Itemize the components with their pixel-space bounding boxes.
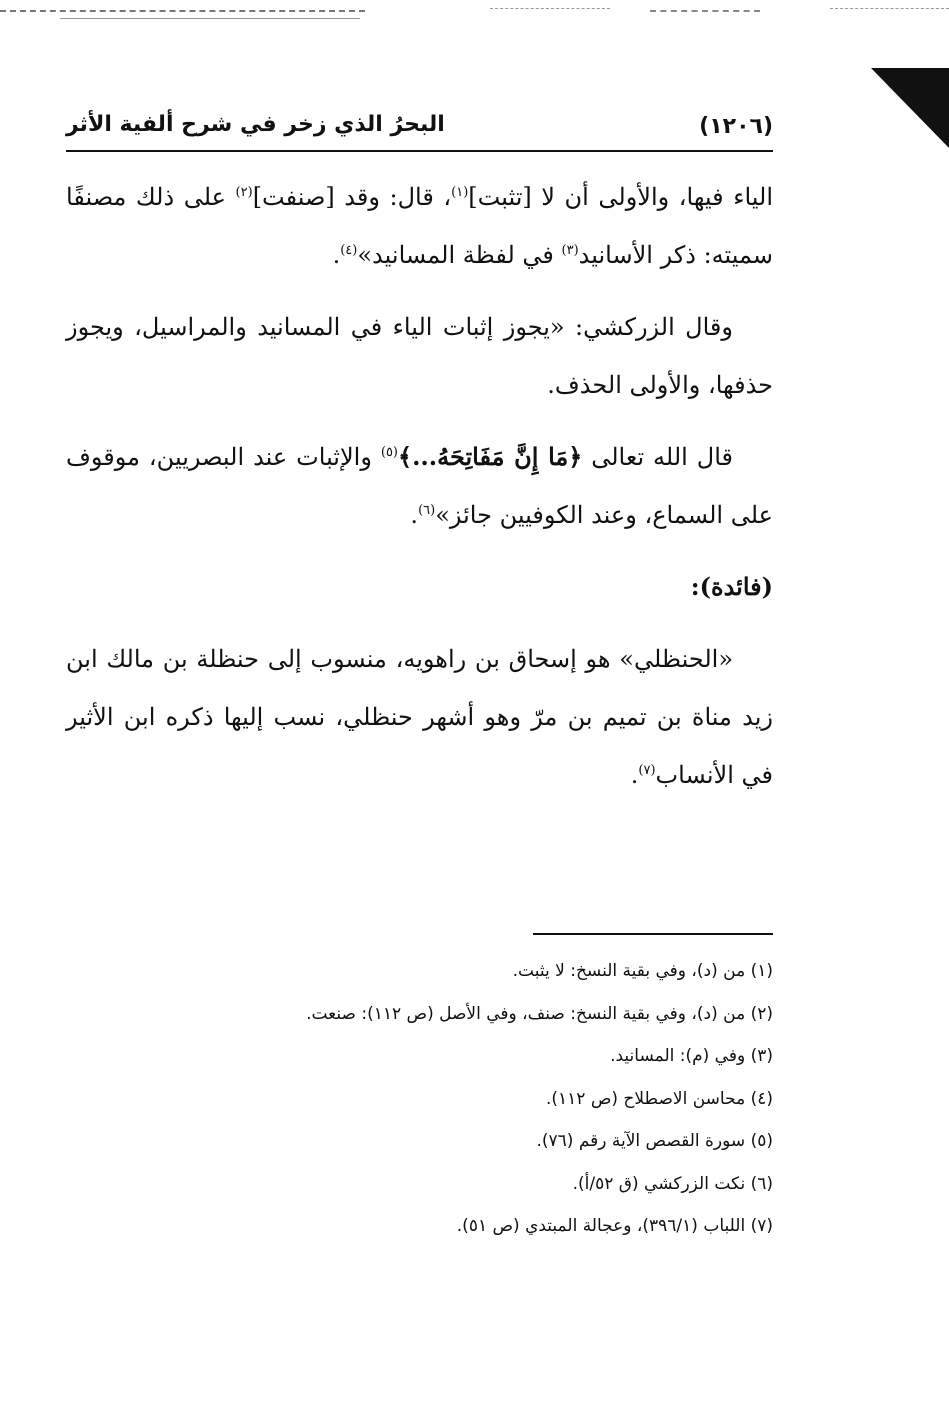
footnote-ref: (٧) [638,763,656,778]
text-run: ، قال: وقد [صنفت] [252,183,452,211]
text-run: . [332,241,341,269]
footnote-item: (٣) وفي (م): المسانيد. [610,1046,773,1066]
main-text [66,168,773,804]
footnote-item: (٤) محاسن الاصطلاح (ص ١١٢). [545,1088,773,1109]
page-number: (١٢٠٦) [699,114,773,139]
footnote-ref: (٦) [418,503,436,518]
text-run: على ذلك مصنفًا سميته: ذكر الأسانيد [66,183,773,269]
paragraph-4 [66,630,773,804]
paragraph-3 [66,428,773,544]
footnotes [66,950,773,1248]
paragraph-2: وقال الزركشي: «يجوز إثبات الياء في المسانيد والمراسيل، ويجوز حذفها، والأولى الحذف. [66,313,773,399]
scan-artifact-line [0,10,365,12]
book-title: البحرُ الذي زخر في شرح ألفية الأثر [66,112,445,137]
quran-verse: ﴿مَا إِنَّ مَفَاتِحَهُ...﴾ [398,442,583,471]
footnote-ref: (٢) [235,185,253,200]
text-run: «الحنظلي» هو إسحاق بن راهويه، منسوب إلى حنظلة بن مالك ابن زيد مناة بن تميم بن مرّ وهو أشهر حنظلي، نسب إليها ذكره ابن الأثير في الأنساب [66,645,773,789]
text-run: . [630,761,639,789]
footnote-ref: (٥) [380,445,398,460]
scan-artifact-line [60,18,360,19]
scan-artifact-line [650,10,760,12]
footnote-item: (١) من (د)، وفي بقية النسخ: لا يثبت. [512,961,773,981]
footnote-item: (٥) سورة القصص الآية رقم (٧٦). [536,1131,773,1151]
scan-artifact-line [490,8,610,9]
text-run: قال الله تعالى [582,443,733,471]
text-run: والإثبات عند البصريين، موقوف على السماع، وعند الكوفيين جائز» [66,443,773,529]
header-divider [66,150,773,152]
footnote-ref: (٣) [561,243,579,258]
footnote-divider [533,933,773,935]
text-run: في لفظة المسانيد» [357,241,562,269]
footnote-ref: (١) [451,185,469,200]
paragraph-1 [66,168,773,284]
corner-triangle-mark-icon [871,68,949,148]
footnote-item: (٦) نكت الزركشي (ق ٥٢/أ). [572,1173,773,1194]
page-header [66,108,773,152]
text-run: الياء فيها، والأولى أن لا [تثبت] [468,183,774,211]
text-run: . [410,501,419,529]
footnote-ref: (٤) [340,243,358,258]
scan-artifact-line [830,8,949,9]
footnote-item: (٢) من (د)، وفي بقية النسخ: صنف، وفي الأصل (ص ١١٢): صنعت. [306,1003,773,1024]
footnote-item: (٧) اللباب (٣٩٦/١)، وعجالة المبتدي (ص ٥١). [456,1216,773,1236]
section-heading: (فائدة): [690,572,773,601]
